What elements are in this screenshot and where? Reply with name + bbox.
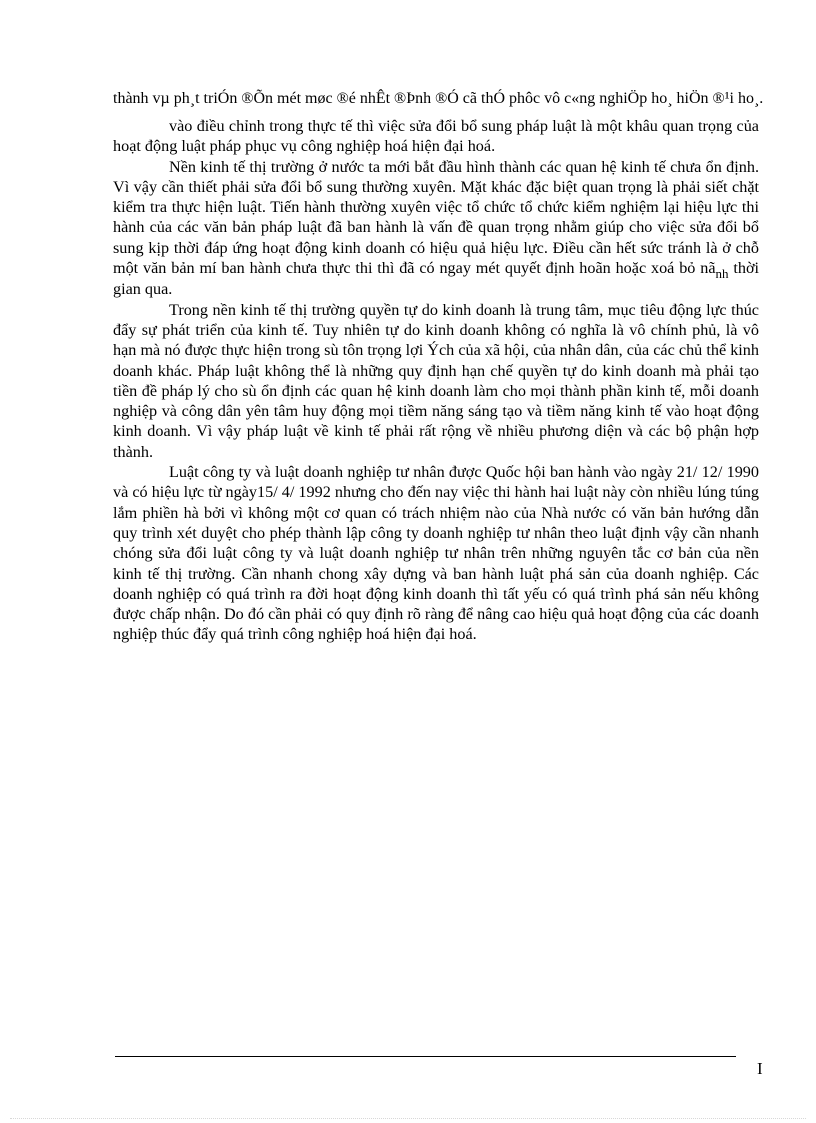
paragraph-1: vào điều chỉnh trong thực tế thì việc sửa đổi bổ sung pháp luật là một khâu quan trọng của hoạt động luật pháp phục vụ công nghiệp hoá hiện đại hoá. [113, 117, 759, 156]
paragraph-2 [113, 157, 759, 300]
paragraph-2-tail: thời gian qua. [113, 259, 760, 299]
paragraph-3: Trong nền kinh tế thị trường quyền tự do kinh doanh là trung tâm, mục tiêu động lực thúc đẩy sự phát triển của kinh tế. Tuy nhiên tự do kinh doanh không có nghĩa là vô chính phủ, là vô hạn mà nó được thực hiện trong sù tôn trọng lợi Ých của xã hội, của nhân dân, của các chủ thể kinh doanh khác. Pháp luật không thể là những quy định hạn chế quyền tự do kinh doanh mà phải tạo tiền đề pháp lý cho sù ổn định các quan hệ kinh doanh làm cho mọi thành phần kinh tế, mỗi doanh nghiệp và công dân yên tâm huy động mọi tiềm năng sáng tạo và tiềm năng kinh tế vào hoạt động kinh doanh. Vì vậy pháp luật về kinh tế phải rất rộng về nhiều phương diện và các bộ phận hợp thành. [113, 300, 759, 461]
paragraph-2-subscript: nh [715, 266, 729, 282]
footer-rule [115, 1056, 736, 1057]
truncated-top-line: thành vµ ph¸t triÓn ®Õn mét møc ®é nhÊt ®Þnh ®Ó cã thÓ phôc vô c«ng nghiÖp ho¸ hiÖn ®¹i ho¸. [113, 90, 764, 107]
paragraph-4: Luật công ty và luật doanh nghiệp tư nhân được Quốc hội ban hành vào ngày 21/ 12/ 1990 và có hiệu lực từ ngày15/ 4/ 1992 nhưng cho đến nay việc thi hành hai luật này còn nhiều lúng túng lắm phiền hà bởi vì không một cơ quan có trách nhiệm nào của Nhà nước có văn bản hướng dẫn quy trình xét duyệt cho phép thành lập công ty doanh nghiệp tư nhân theo luật định vậy cần nhanh chóng sửa đổi luật công ty và luật doanh nghiệp tư nhân trên những nguyên tắc cơ bản của nền kinh tế thị trường. Cần nhanh chong xây dựng và ban hành luật phá sản của doanh nghiệp. Các doanh nghiệp có quá trình ra đời hoạt động kinh doanh thì tất yếu có quá trình phá sản nếu không được chấp nhận. Do đó cần phải có quy định rõ ràng để nâng cao hiệu quả hoạt động của các doanh nghiệp thúc đẩy quá trình công nghiệp hoá hiện đại hoá. [113, 463, 759, 644]
page-number: I [757, 1059, 763, 1078]
page-edge-divider [10, 1118, 806, 1119]
paragraph-2-text: Nền kinh tế thị trường ở nước ta mới bắt đầu hình thành các quan hệ kinh tế chưa ổn định. Vì vậy cần thiết phải sửa đổi bổ sung thường xuyên. Mặt khác đặc biệt quan trọng là phải siết chặt kiểm tra thực hiện luật. Tiến hành thường xuyên việc tổ chức tổ chức kiểm nghiệm lại hiệu lực thi hành của các văn bản pháp luật đã ban hành là vấn đề quan trọng nhằm giúp cho việc sửa đổi bổ sung kịp thời đáp ứng hoạt động kinh doanh có hiệu quả hiệu lực. Điều cần hết sức tránh là ở chỗ một văn bản mí ban hành chưa thực thi thì đã có ngay mét quyết định hoãn hoặc xoá bỏ nã [113, 157, 759, 278]
document-body [113, 116, 759, 645]
